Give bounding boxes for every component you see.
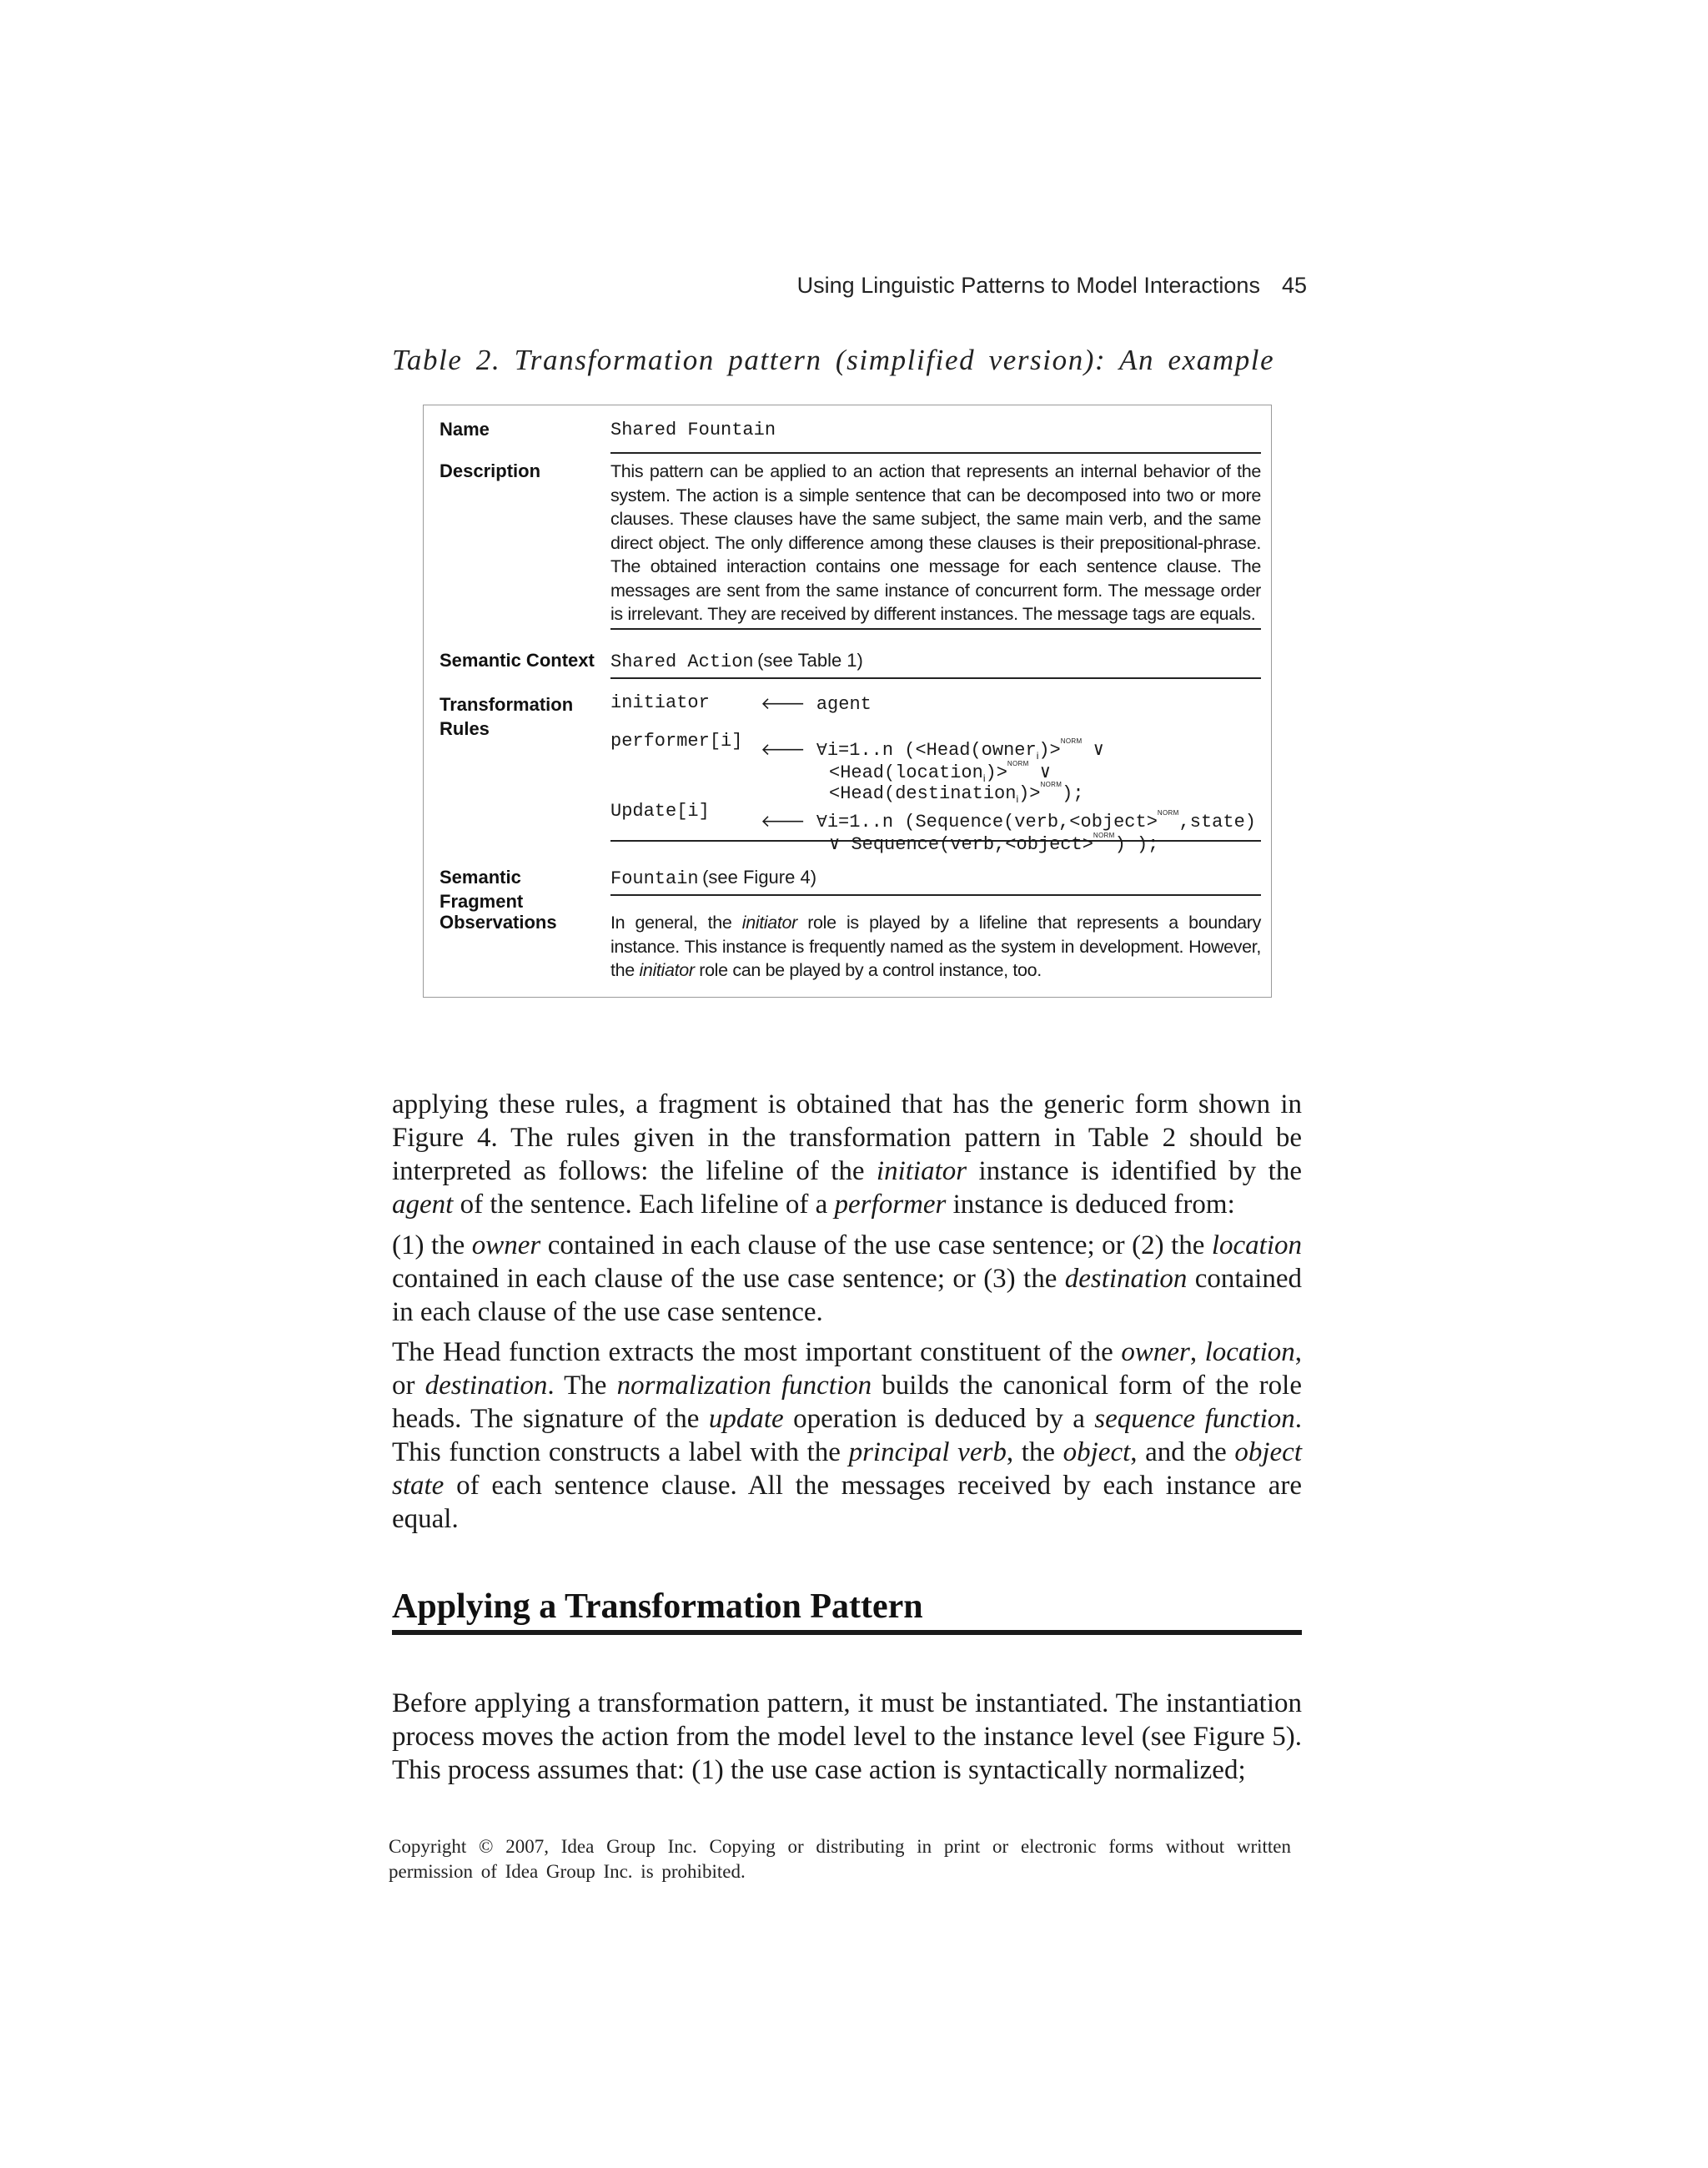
- index-i: i: [1016, 793, 1019, 805]
- norm-tag: NORM: [1040, 781, 1062, 788]
- performer-line3-a: <Head(destination: [829, 783, 1017, 804]
- rule-initiator: [610, 692, 710, 714]
- semantic-fragment-label: Semantic Fragment: [440, 867, 524, 912]
- p3-t2: ,: [1189, 1337, 1205, 1367]
- section-heading: Applying a Transformation Pattern: [392, 1587, 1302, 1635]
- p1-t4: instance is deduced from:: [946, 1190, 1235, 1220]
- description-value: This pattern can be applied to an action that represents an internal behavior of the system. The action is a simple sentence that can be decomposed into two or more clauses. These clauses have the same subject, the same main verb, and the same direct object. The only difference among these clauses is their prepositional-phrase. The obtained interaction contains one message for each sentence clause. The messages are sent from the same instance of concurrent form. The message order is irrelevant. They are received by different instances. The message tags are equals.: [610, 460, 1261, 630]
- p3-e7: principal verb: [848, 1437, 1007, 1467]
- obs-initiator-2: initiator: [639, 960, 695, 980]
- p2-t1: (1) the: [392, 1230, 472, 1260]
- semantic-fragment-value: [610, 865, 1261, 896]
- p3-t4: . The: [547, 1371, 617, 1401]
- p3-t5: builds the canonical form of the role heads. The signature of the: [392, 1371, 1302, 1434]
- observations-value: [610, 911, 1261, 983]
- p3-t3: , or: [392, 1337, 1303, 1401]
- semantic-context-label: Semantic Context: [440, 650, 595, 671]
- performer-line3-end: );: [1062, 783, 1084, 804]
- rule-initiator-role: initiator: [610, 692, 710, 713]
- p2-t2: contained in each clause of the use case sentence; or (2) the: [540, 1230, 1212, 1260]
- p3-t8: , the: [1006, 1437, 1063, 1467]
- rule-performer-role: performer[i]: [610, 731, 743, 752]
- p1-t3: of the sentence. Each lifeline of a: [453, 1190, 835, 1220]
- p3-e8: object: [1062, 1437, 1131, 1467]
- semantic-fragment-ref: (see Figure 4): [702, 867, 817, 888]
- p3-e1: owner: [1121, 1337, 1190, 1367]
- index-i: i: [1036, 750, 1039, 762]
- p1-e1: initiator: [876, 1156, 967, 1186]
- p3-e2: location: [1204, 1337, 1295, 1367]
- p1-e3: performer: [834, 1190, 947, 1220]
- performer-line1-a: i=1..n (<Head(owner: [826, 740, 1037, 761]
- body-paragraph-3: [392, 1336, 1302, 1536]
- transformation-label-line1: Transformation: [440, 694, 574, 715]
- table-caption: Table 2. Transformation pattern (simplified version): An example: [392, 344, 1275, 376]
- p2-e1: owner: [471, 1230, 541, 1260]
- p2-t4: contained in each clause of the use case sentence.: [392, 1264, 1303, 1327]
- p3-e5: update: [708, 1404, 784, 1434]
- rule-initiator-expr: [761, 692, 872, 716]
- semantic-context-value: [610, 648, 1261, 679]
- obs-initiator-1: initiator: [741, 913, 797, 933]
- left-arrow-icon: 🡐: [761, 693, 806, 713]
- performer-line3-b: )>: [1018, 783, 1041, 804]
- description-label: Description: [440, 460, 541, 481]
- p3-e4: normalization function: [616, 1371, 872, 1401]
- p3-t10: of each sentence clause. All the messages received by each instance are equal.: [392, 1471, 1302, 1534]
- p3-t9: , and the: [1130, 1437, 1235, 1467]
- transformation-label-line2: Rules: [440, 718, 490, 739]
- left-arrow-icon: 🡐: [761, 811, 806, 831]
- running-header: [797, 273, 1307, 299]
- name-label: Name: [440, 419, 490, 440]
- page-number: 45: [1281, 273, 1307, 298]
- p2-t3: contained in each clause of the use case sentence; or (3) the: [392, 1264, 1065, 1294]
- body-paragraph-2: [392, 1229, 1302, 1329]
- transformation-rules-label: [440, 692, 606, 741]
- p1-t1: applying these rules, a fragment is obtained that has the generic form shown in Figure 4. The rules given in the transformation pattern in Table 2 should be interpreted as follows: the lifeline of the: [392, 1089, 1302, 1186]
- transformation-rules-value: [610, 692, 1261, 855]
- p3-t1: The Head function extracts the most important constituent of the: [392, 1337, 1122, 1367]
- norm-tag: NORM: [1093, 832, 1115, 839]
- norm-tag: NORM: [1060, 737, 1083, 745]
- p2-e2: location: [1211, 1230, 1303, 1260]
- update-line1-b: ,state): [1178, 812, 1256, 832]
- copyright-notice: Copyright © 2007, Idea Group Inc. Copying or distributing in print or electronic forms without written permission of Idea Group Inc. is prohibited.: [389, 1836, 1291, 1882]
- section-paragraph-1: [392, 1687, 1302, 1787]
- section-p1-text: Before applying a transformation pattern, it must be instantiated. The instantiation process moves the action from the model level to the instance level (see Figure 5). This process assumes that: (1) the use case action is syntactically normalized;: [392, 1688, 1302, 1785]
- performer-line2-b: )>: [985, 762, 1007, 783]
- body-paragraph-1: [392, 1088, 1302, 1221]
- p1-e2: agent: [392, 1190, 454, 1220]
- p1-t2: instance is identified by the: [967, 1156, 1302, 1186]
- or-icon: ∨: [829, 834, 841, 855]
- or-icon: ∨: [1093, 740, 1104, 761]
- update-line1-a: i=1..n (Sequence(verb,<object>: [826, 812, 1158, 832]
- semantic-fragment-code: Fountain: [610, 868, 699, 889]
- p3-e9: object state: [392, 1437, 1302, 1501]
- obs-t3: role can be played by a control instance, too.: [694, 960, 1042, 980]
- forall-icon: ∀: [816, 741, 827, 759]
- update-line2-b: ) );: [1114, 834, 1159, 855]
- rule-initiator-expr-text: agent: [816, 694, 872, 715]
- running-title: Using Linguistic Patterns to Model Interactions: [796, 273, 1260, 298]
- left-arrow-icon: 🡐: [761, 739, 806, 759]
- rule-update-line2: [829, 825, 1158, 856]
- performer-line1-b: )>: [1038, 740, 1061, 761]
- norm-tag: NORM: [1007, 760, 1029, 767]
- semantic-context-ref: (see Table 1): [757, 650, 863, 671]
- index-i: i: [982, 772, 986, 784]
- name-value: Shared Fountain: [610, 419, 1261, 454]
- rule-update-role: Update[i]: [610, 801, 710, 822]
- obs-t2: role is played by a lifeline that represents a boundary instance. This instance is frequently named as the system in development. However, the: [610, 913, 1261, 980]
- observations-label: Observations: [440, 912, 557, 933]
- pattern-table: [423, 405, 1272, 998]
- p3-e6: sequence function: [1094, 1404, 1295, 1434]
- norm-tag: NORM: [1157, 809, 1179, 817]
- obs-t1: In general, the: [610, 913, 742, 933]
- p3-t6: operation is deduced by a: [783, 1404, 1095, 1434]
- performer-line2-a: <Head(location: [829, 762, 983, 783]
- p3-t7: . This function constructs a label with the: [392, 1404, 1302, 1467]
- forall-icon: ∀: [816, 812, 827, 831]
- update-line2-a: Sequence(verb,<object>: [851, 834, 1093, 855]
- or-icon: ∨: [1039, 762, 1052, 783]
- p3-e3: destination: [424, 1371, 548, 1401]
- p2-e3: destination: [1064, 1264, 1188, 1294]
- semantic-context-code: Shared Action: [610, 651, 754, 672]
